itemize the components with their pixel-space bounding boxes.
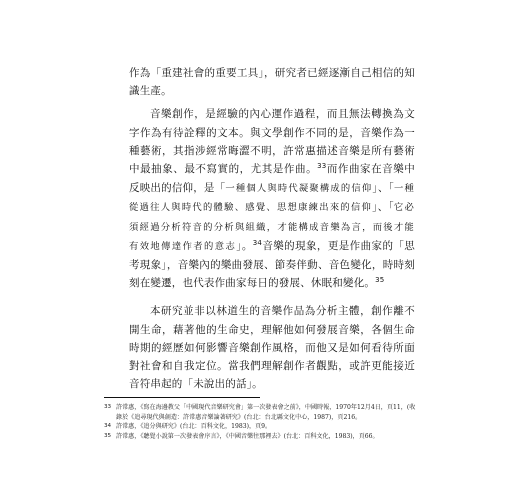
footnote <box>104 422 420 432</box>
footnote <box>104 403 420 422</box>
paragraph-2-text-c: 」、「 <box>372 182 394 195</box>
footnote-mark-33: 33 <box>317 162 327 171</box>
footnote-number: 34 <box>104 423 112 430</box>
footnote-number: 33 <box>104 404 112 410</box>
paragraph-2-text-f: 音樂的現象，更是作曲家的「思考現象」，音樂內的樂曲發展、節奏伴動、音色變化，時時刻刻在變遷，也代表作曲家每日的發展、休眠和變化。 <box>129 239 415 290</box>
quote-3: 它必須經過分析符音的分析與組織，才能構成音樂為言，而後才能有效地傳達作者的意志 <box>129 202 415 252</box>
footnote-text: 許常惠，《聽覺小說第一次發表會序言》，《中國音樂往那裡去》(台北：百科文化，1983)，頁66。 <box>116 432 379 440</box>
footnotes <box>104 403 420 441</box>
paragraph-3: 本研究並非以林道生的音樂作品為分析主體，創作離不開生命，藉著他的生命史，理解他如何發展音樂，各個生命時期的經歷如何影響音樂創作風格，而他又是如何看待所面對社會和自我定位。當我們理解創作者觀點，或許更能接近音符串起的「未說出的話」。 <box>129 305 415 391</box>
paragraph-2-text-d: 」、「 <box>372 201 394 214</box>
quote-2: 一種從過往人與時代的體驗、感覺、思想康練出來的信仰 <box>129 183 415 214</box>
footnote-mark-35: 35 <box>375 276 385 285</box>
paragraph-2 <box>129 105 415 293</box>
footnote <box>104 432 420 442</box>
paragraph-2-text-a: 音樂創作，是經驗的內心運作過程，而且無法轉換為文字作為有待詮釋的文本。與文學創作不同的是，音樂作為一種藝術，其指涉經常晦澀不明，許常惠描述音樂是所有藝術中最抽象、最不寫實的，尤其是作曲。 <box>129 108 415 176</box>
body-text <box>129 64 415 393</box>
paragraph-2-text-b: 而作曲家在音樂中反映出的信仰，是「 <box>129 163 415 195</box>
footnote-number: 35 <box>104 432 112 439</box>
paragraph-2-text-e: 」。 <box>236 239 253 252</box>
footnote-text: 許常惠，《追分與研究》(台北：百科文化，1983)，頁9。 <box>116 423 272 431</box>
footnote-text: 許常惠，《寫在海邊教父「中國現代音樂研究會」第一次發表會之前》，中國時報，1970年12月4日，頁11，(收錄於《追尋現代與創造：許常惠音樂論著研究》(台北：台北縣文化中心，1987)，頁216。 <box>116 404 416 421</box>
footnote-rule <box>104 397 260 398</box>
footnote-mark-34: 34 <box>252 238 263 247</box>
paragraph-gap <box>129 293 415 302</box>
quote-1: 一種個人與時代凝聚構成的信仰 <box>225 183 373 195</box>
paragraph-1: 作為「重建社會的重要工具」，研究者已經逐漸自己相信的知識生產。 <box>129 67 415 98</box>
